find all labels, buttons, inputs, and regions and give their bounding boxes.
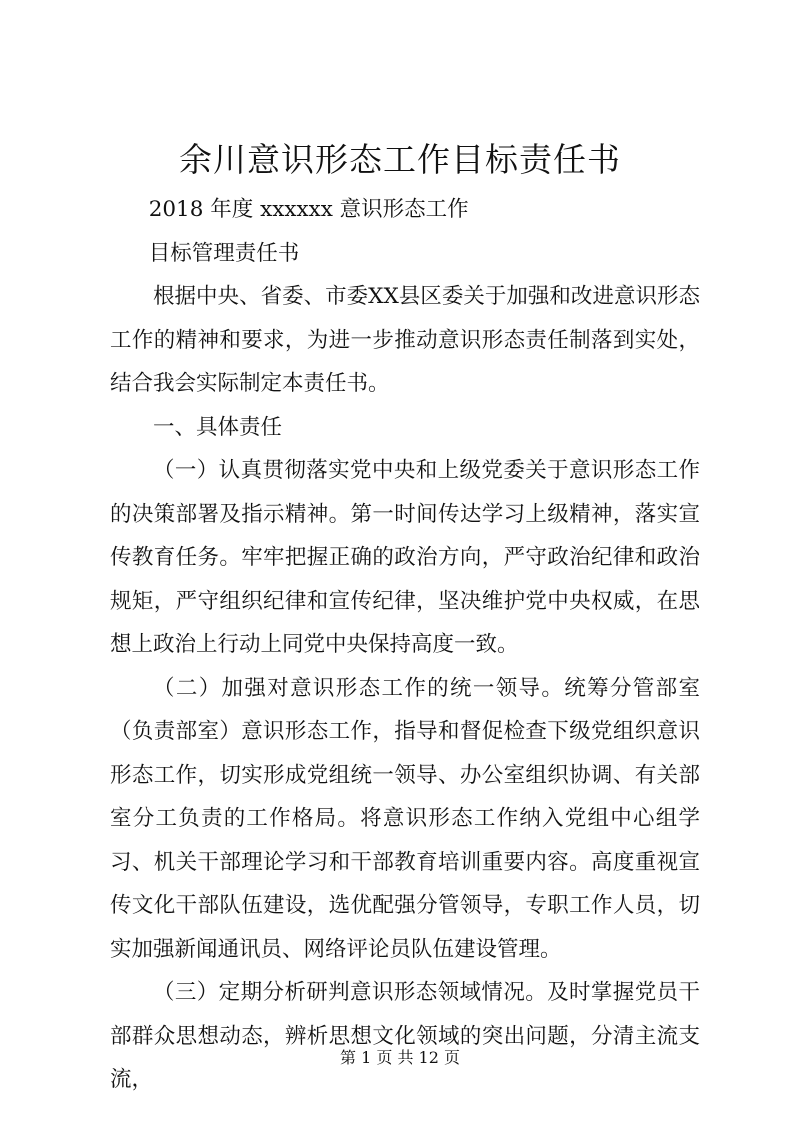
page-footer: 第 1 页 共 12 页 xyxy=(340,1048,460,1067)
document-title: 余川意识形态工作目标责任书 xyxy=(179,140,621,179)
document-body xyxy=(110,188,700,1102)
duty-paragraph-1: （一）认真贯彻落实党中央和上级党委关于意识形态工作的决策部署及指示精神。第一时间传达学习上级精神，落实宣传教育任务。牢牢把握正确的政治方向，严守政治纪律和政治规矩，严守组织纪律和宣传纪律，坚决维护党中央权威，在思想上政治上行动上同党中央保持高度一致。 xyxy=(110,458,700,657)
section-heading-specific-duties: 一、具体责任 xyxy=(153,414,283,440)
subtitle-heading: 目标管理责任书 xyxy=(148,240,300,266)
duty-paragraph-2: （二）加强对意识形态工作的统一领导。统筹分管部室（负责部室）意识形态工作，指导和督促检查下级党组织意识形态工作，切实形成党组统一领导、办公室组织协调、有关部室分工负责的工作格局。将意识形态工作纳入党组中心组学习、机关干部理论学习和干部教育培训重要内容。高度重视宣传文化干部队伍建设，选优配强分管领导，专职工作人员，切实加强新闻通讯员、网络评论员队伍建设管理。 xyxy=(110,675,700,962)
year-heading: 2018 年度 xxxxxx 意识形态工作 xyxy=(148,197,469,222)
intro-paragraph: 根据中央、省委、市委XX县区委关于加强和改进意识形态工作的精神和要求，为进一步推动意识形态责任制落到实处，结合我会实际制定本责任书。 xyxy=(110,284,700,396)
duty-paragraph-3: （三）定期分析研判意识形态领域情况。及时掌握党员干部群众思想动态，辨析思想文化领域的突出问题，分清主流支流， xyxy=(110,980,700,1092)
